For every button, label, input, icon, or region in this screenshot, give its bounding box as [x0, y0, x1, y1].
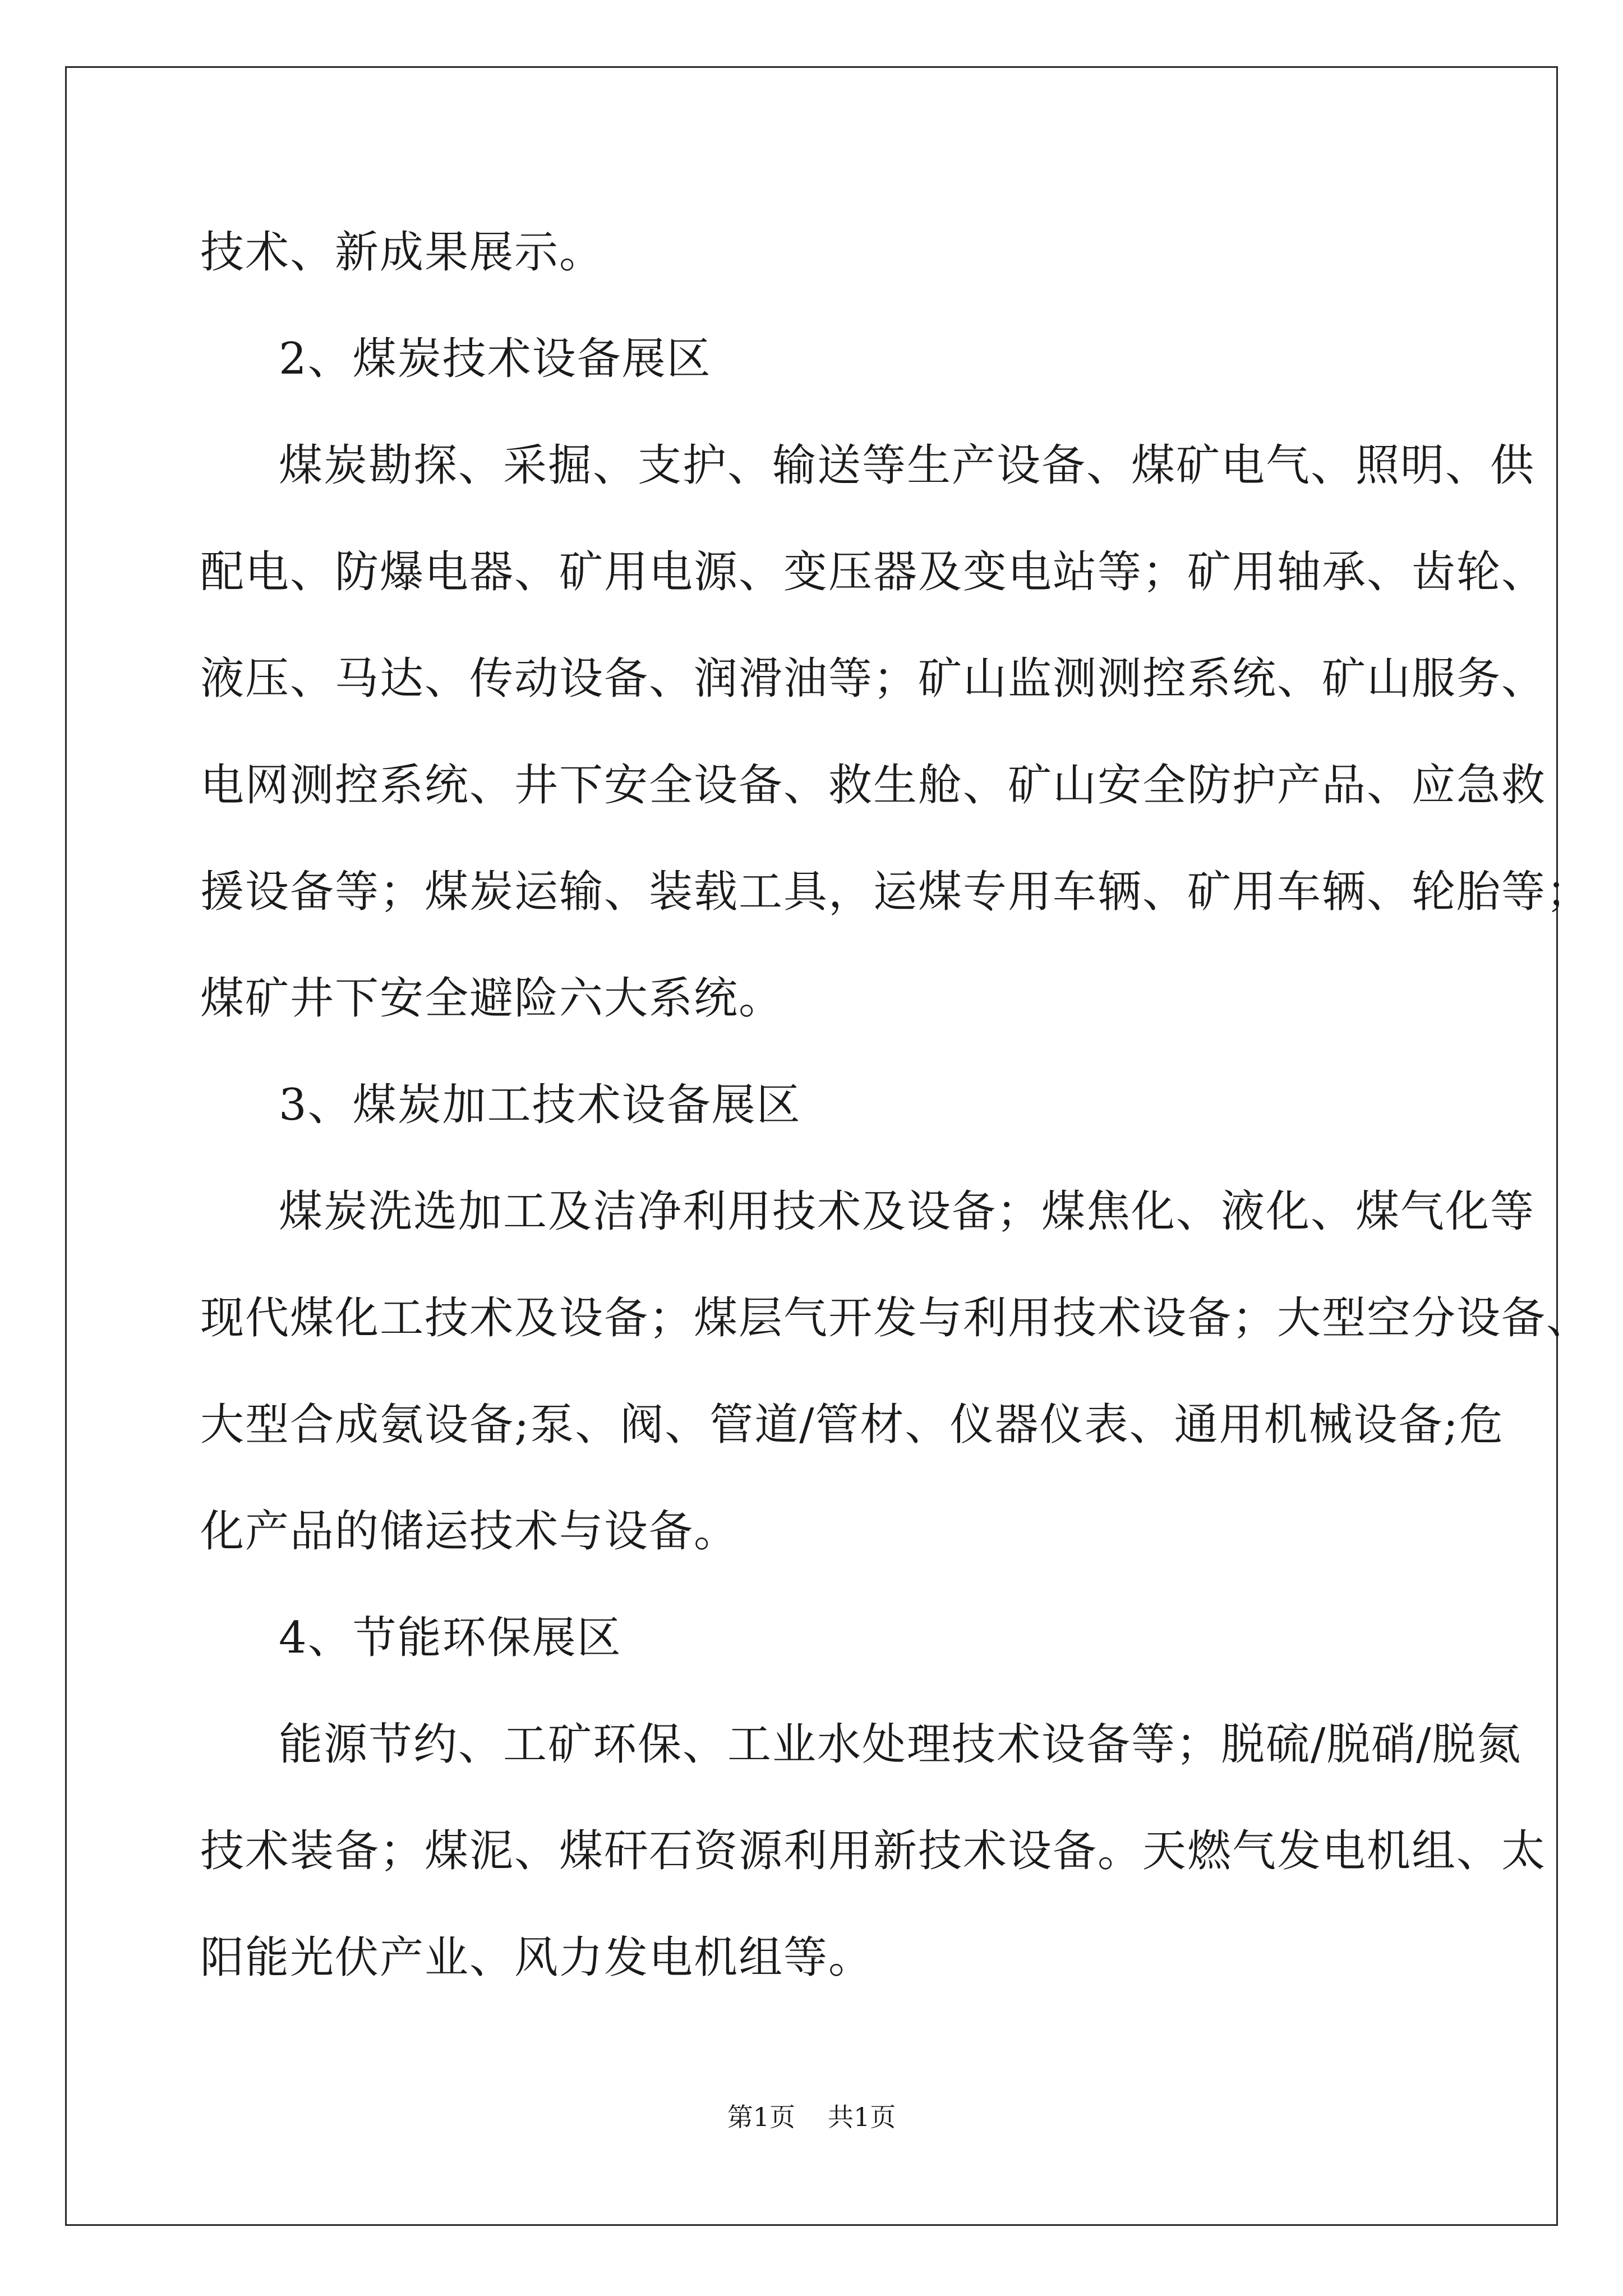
paragraph-line: 配电、防爆电器、矿用电源、变压器及变电站等；矿用轴承、齿轮、	[200, 547, 1547, 597]
paragraph-line: 阳能光伏产业、风力发电机组等。	[200, 1932, 874, 1983]
section-heading: 2、煤炭技术设备展区	[279, 334, 712, 384]
paragraph-line: 能源节约、工矿环保、工业水处理技术设备等；脱硫/脱硝/脱氮	[279, 1719, 1522, 1770]
paragraph-line: 煤炭洗选加工及洁净利用技术及设备；煤焦化、液化、煤气化等	[279, 1186, 1536, 1237]
paragraph-line: 化产品的储运技术与设备。	[200, 1506, 739, 1557]
paragraph-line: 援设备等；煤炭运输、装载工具，运煤专用车辆、矿用车辆、轮胎等；	[200, 867, 1592, 917]
page-border	[65, 66, 1558, 2226]
page-number-total: 共1页	[828, 2102, 896, 2132]
section-heading: 4、节能环保展区	[279, 1613, 622, 1663]
paragraph-line: 技术装备；煤泥、煤矸石资源利用新技术设备。天燃气发电机组、太	[200, 1826, 1547, 1876]
paragraph-line: 液压、马达、传动设备、润滑油等；矿山监测测控系统、矿山服务、	[200, 654, 1547, 704]
paragraph-line: 大型合成氨设备;泵、阀、管道/管材、仪器仪表、通用机械设备;危	[200, 1400, 1504, 1450]
paragraph-line: 电网测控系统、井下安全设备、救生舱、矿山安全防护产品、应急救	[200, 760, 1547, 811]
paragraph-line: 煤矿井下安全避险六大系统。	[200, 973, 784, 1024]
page-number-current: 第1页	[727, 2102, 795, 2132]
paragraph-line: 煤炭勘探、采掘、支护、输送等生产设备、煤矿电气、照明、供	[279, 440, 1536, 491]
paragraph-line: 现代煤化工技术及设备；煤层气开发与利用技术设备；大型空分设备、	[200, 1293, 1592, 1343]
page-footer	[0, 2100, 1623, 2134]
section-heading: 3、煤炭加工技术设备展区	[279, 1080, 801, 1130]
paragraph-line: 技术、新成果展示。	[200, 227, 605, 278]
